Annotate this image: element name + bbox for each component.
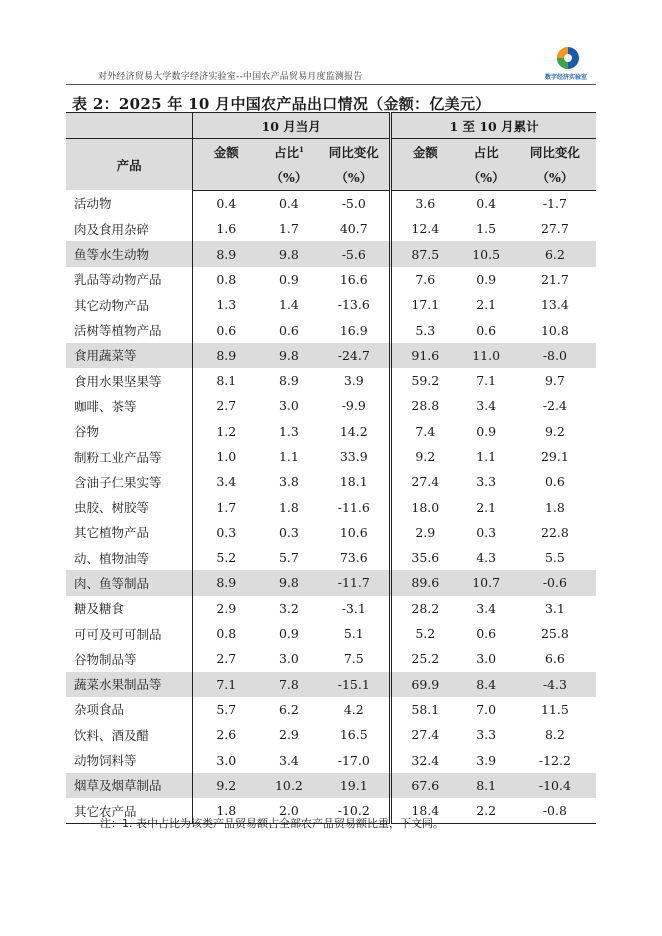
amount-current-cell: 3.4	[193, 469, 260, 494]
product-name: 烟草及烟草制品	[74, 778, 162, 794]
yoy-current-cell: 4.2	[343, 701, 364, 717]
share-current-cell: 3.0	[278, 651, 299, 667]
yoy-cumulative-cell: 6.6	[544, 651, 565, 667]
amount-current-cell: 2.7	[193, 393, 260, 418]
product-name: 鱼等水生动物	[74, 247, 150, 263]
yoy-current-cell: 33.9	[339, 449, 368, 464]
share-cumulative-cell: 3.9	[476, 752, 497, 768]
yoy-cumulative-cell: 0.6	[544, 474, 565, 490]
table-title: 表 2：2025 年 10 月中国农产品出口情况（金额：亿美元）	[72, 95, 491, 113]
product-name: 谷物制品等	[74, 651, 137, 667]
amount-cumulative-cell: 27.4	[391, 469, 459, 494]
yoy-current-cell: 40.7	[339, 221, 368, 237]
table-row	[66, 672, 596, 697]
share-cumulative-cell: 2.1	[476, 499, 497, 515]
header-rule	[66, 84, 596, 85]
table-row	[66, 444, 596, 469]
amount-cumulative-cell: 3.6	[391, 190, 459, 216]
logo-caption: 数字经济实验室	[544, 74, 587, 81]
yoy-cumulative-cell: 29.1	[540, 449, 569, 464]
amount-cumulative-cell: 32.4	[391, 747, 459, 772]
yoy-cumulative-cell: 9.7	[544, 373, 565, 389]
table-row	[66, 216, 596, 241]
share-current-cell: 3.8	[278, 474, 299, 490]
share-current-cell: 0.3	[278, 524, 299, 540]
share-current-cell: 9.8	[278, 575, 299, 591]
product-name: 可可及可可制品	[74, 626, 162, 642]
amount-current-cell: 8.9	[193, 343, 260, 368]
report-header-text: 对外经济贸易大学数字经济实验室--中国农产品贸易月度监测报告	[98, 72, 363, 82]
col-amount-current: 金额	[193, 139, 260, 165]
yoy-current-cell: -11.6	[337, 499, 370, 515]
product-name: 饮料、酒及醋	[74, 727, 150, 743]
share-cumulative-cell: 8.1	[476, 777, 497, 793]
unit-yoy-current: （%）	[318, 165, 390, 191]
amount-current-cell: 2.6	[193, 722, 260, 747]
yoy-cumulative-cell: 3.1	[544, 600, 565, 616]
share-cumulative-cell: 3.4	[476, 398, 497, 414]
product-name: 活动物	[74, 196, 112, 212]
amount-cumulative-cell: 91.6	[391, 343, 459, 368]
table-row	[66, 570, 596, 595]
amount-cumulative-cell: 2.9	[391, 520, 459, 545]
share-current-cell: 0.6	[278, 322, 299, 338]
unit-yoy-cumulative: （%）	[514, 165, 596, 191]
product-name: 动、植物油等	[74, 550, 150, 566]
share-current-cell: 10.2	[274, 777, 303, 793]
share-cumulative-cell: 0.3	[476, 524, 497, 540]
yoy-cumulative-cell: 25.8	[540, 626, 569, 642]
share-current-cell: 1.8	[278, 499, 299, 515]
amount-cumulative-cell: 18.0	[391, 494, 459, 519]
product-name: 乳品等动物产品	[74, 272, 162, 288]
yoy-cumulative-cell: -4.3	[542, 676, 567, 692]
amount-current-cell: 0.8	[193, 267, 260, 292]
share-current-cell: 3.2	[278, 600, 299, 616]
yoy-current-cell: 5.1	[343, 626, 364, 642]
product-name: 其它动物产品	[74, 297, 150, 313]
amount-cumulative-cell: 5.2	[391, 621, 459, 646]
col-amount-cumulative: 金额	[391, 139, 459, 165]
amount-current-cell: 1.8	[193, 798, 260, 824]
share-cumulative-cell: 1.1	[476, 449, 497, 464]
share-cumulative-cell: 2.1	[476, 297, 497, 313]
share-cumulative-cell: 3.4	[476, 600, 497, 616]
share-cumulative-cell: 0.9	[476, 271, 497, 287]
amount-cumulative-cell: 7.4	[391, 419, 459, 444]
export-table	[66, 112, 596, 824]
amount-current-cell: 5.2	[193, 545, 260, 570]
col-product: 产品	[66, 139, 193, 191]
product-name: 虫胶、树胶等	[74, 500, 150, 516]
unit-share-cumulative: （%）	[459, 165, 514, 191]
table-row	[66, 545, 596, 570]
share-cumulative-cell: 3.0	[476, 651, 497, 667]
unit-blank	[193, 165, 260, 191]
amount-cumulative-cell: 35.6	[391, 545, 459, 570]
share-current-cell: 2.9	[278, 727, 299, 743]
table-row	[66, 697, 596, 722]
unit-blank-2	[391, 165, 459, 191]
share-cumulative-cell: 3.3	[476, 727, 497, 743]
yoy-current-cell: -24.7	[337, 347, 370, 363]
product-name: 食用水果坚果等	[74, 373, 162, 389]
amount-current-cell: 1.0	[193, 444, 260, 469]
product-name: 肉、鱼等制品	[74, 575, 150, 591]
share-cumulative-cell: 3.3	[476, 474, 497, 490]
share-current-cell: 1.7	[278, 221, 299, 237]
col-yoy-cumulative: 同比变化	[514, 139, 596, 165]
product-name: 蔬菜水果制品等	[74, 677, 162, 693]
table-row	[66, 292, 596, 317]
amount-cumulative-cell: 27.4	[391, 722, 459, 747]
yoy-cumulative-cell: 21.7	[540, 271, 569, 287]
yoy-cumulative-cell: -1.7	[542, 196, 567, 212]
share-current-cell: 7.8	[278, 676, 299, 692]
product-name: 动物饲料等	[74, 753, 137, 769]
yoy-cumulative-cell: -12.2	[538, 752, 571, 768]
yoy-current-cell: 10.6	[339, 524, 368, 540]
table-row	[66, 596, 596, 621]
amount-current-cell: 1.6	[193, 216, 260, 241]
amount-cumulative-cell: 7.6	[391, 267, 459, 292]
yoy-current-cell: -15.1	[337, 676, 370, 692]
amount-cumulative-cell: 5.3	[391, 317, 459, 342]
share-current-cell: 0.9	[278, 271, 299, 287]
table-row	[66, 190, 596, 216]
product-name: 活树等植物产品	[74, 323, 162, 339]
share-current-cell: 6.2	[278, 701, 299, 717]
table-row	[66, 621, 596, 646]
yoy-current-cell: -17.0	[337, 752, 370, 768]
share-current-cell: 1.3	[278, 423, 299, 439]
amount-current-cell: 2.7	[193, 646, 260, 671]
group-cumulative: 1 至 10 月累计	[391, 113, 596, 139]
amount-cumulative-cell: 59.2	[391, 368, 459, 393]
share-current-cell: 9.8	[278, 246, 299, 262]
share-cumulative-cell: 0.4	[476, 196, 497, 212]
yoy-current-cell: 73.6	[339, 550, 368, 566]
share-cumulative-cell: 0.9	[476, 423, 497, 439]
share-cumulative-cell: 0.6	[476, 626, 497, 642]
amount-cumulative-cell: 28.8	[391, 393, 459, 418]
yoy-cumulative-cell: 6.2	[544, 246, 565, 262]
yoy-current-cell: 18.1	[339, 474, 368, 490]
table-row	[66, 317, 596, 342]
amount-current-cell: 0.6	[193, 317, 260, 342]
share-current-cell: 1.4	[278, 297, 299, 313]
share-cumulative-cell: 7.0	[476, 701, 497, 717]
amount-cumulative-cell: 17.1	[391, 292, 459, 317]
share-cumulative-cell: 11.0	[472, 347, 501, 363]
product-name: 其它植物产品	[74, 525, 150, 541]
product-name: 其它农产品	[66, 798, 193, 824]
amount-current-cell: 1.2	[193, 419, 260, 444]
amount-cumulative-cell: 28.2	[391, 596, 459, 621]
amount-cumulative-cell: 67.6	[391, 773, 459, 798]
yoy-cumulative-cell: 27.7	[540, 221, 569, 237]
yoy-cumulative-cell: -10.4	[538, 777, 571, 793]
page-header	[66, 44, 596, 88]
table-row	[66, 343, 596, 368]
amount-current-cell: 8.9	[193, 241, 260, 266]
table-row	[66, 747, 596, 772]
amount-current-cell: 0.8	[193, 621, 260, 646]
table-row	[66, 393, 596, 418]
yoy-cumulative-cell: 5.5	[544, 550, 565, 566]
amount-current-cell: 3.0	[193, 747, 260, 772]
yoy-current-cell: 16.6	[339, 271, 368, 287]
amount-cumulative-cell: 25.2	[391, 646, 459, 671]
share-cumulative-cell: 7.1	[476, 373, 497, 389]
yoy-current-cell: -10.2	[318, 798, 390, 824]
yoy-current-cell: -13.6	[337, 297, 370, 313]
yoy-cumulative-cell: -8.0	[542, 347, 567, 363]
yoy-current-cell: -3.1	[341, 600, 366, 616]
yoy-cumulative-cell: -0.8	[514, 798, 596, 824]
col-yoy-current: 同比变化	[318, 139, 390, 165]
yoy-cumulative-cell: 8.2	[544, 727, 565, 743]
share-current-cell: 3.0	[278, 398, 299, 414]
product-name: 制粉工业产品等	[74, 449, 162, 465]
share-cumulative-cell: 2.2	[459, 798, 514, 824]
share-current-cell: 5.7	[278, 550, 299, 566]
product-name: 食用蔬菜等	[74, 348, 137, 364]
amount-current-cell: 5.7	[193, 697, 260, 722]
table-row	[66, 520, 596, 545]
product-name: 谷物	[74, 424, 100, 440]
amount-current-cell: 0.4	[193, 190, 260, 216]
amount-current-cell: 1.7	[193, 494, 260, 519]
yoy-current-cell: 16.5	[339, 727, 368, 743]
footnote: 注：1. 表中占比为该类产品贸易额占全部农产品贸易额比重，下文同。	[100, 817, 444, 830]
share-cumulative-cell: 1.5	[476, 221, 497, 237]
amount-current-cell: 0.3	[193, 520, 260, 545]
amount-current-cell: 8.1	[193, 368, 260, 393]
table-row	[66, 368, 596, 393]
amount-current-cell: 2.9	[193, 596, 260, 621]
table-row	[66, 646, 596, 671]
col-share-current: 占比$^1$	[259, 139, 318, 165]
table-row	[66, 469, 596, 494]
yoy-current-cell: -5.0	[341, 196, 366, 212]
yoy-cumulative-cell: 11.5	[540, 701, 569, 717]
group-current-month: 10 月当月	[193, 113, 391, 139]
amount-cumulative-cell: 12.4	[391, 216, 459, 241]
yoy-current-cell: 19.1	[339, 777, 368, 793]
share-cumulative-cell: 0.6	[476, 322, 497, 338]
amount-cumulative-cell: 58.1	[391, 697, 459, 722]
share-cumulative-cell: 10.5	[472, 246, 501, 262]
amount-cumulative-cell: 87.5	[391, 241, 459, 266]
yoy-cumulative-cell: 9.2	[544, 423, 565, 439]
table-row	[66, 722, 596, 747]
amount-current-cell: 8.9	[193, 570, 260, 595]
share-cumulative-cell: 8.4	[476, 676, 497, 692]
share-cumulative-cell: 10.7	[472, 575, 501, 591]
col-share-cumulative: 占比	[459, 139, 514, 165]
share-current-cell: 0.4	[278, 196, 299, 212]
share-current-cell: 1.1	[278, 449, 299, 464]
product-name: 肉及食用杂碎	[74, 221, 150, 237]
yoy-current-cell: -5.6	[341, 246, 366, 262]
yoy-current-cell: -9.9	[341, 398, 366, 414]
yoy-cumulative-cell: 10.8	[540, 322, 569, 338]
table-row	[66, 241, 596, 266]
yoy-current-cell: -11.7	[337, 575, 370, 591]
table-row	[66, 267, 596, 292]
share-current-cell: 3.4	[278, 752, 299, 768]
share-current-cell: 2.0	[259, 798, 318, 824]
share-current-cell: 9.8	[278, 347, 299, 363]
yoy-cumulative-cell: 1.8	[544, 499, 565, 515]
yoy-cumulative-cell: 22.8	[540, 524, 569, 540]
product-name: 杂项食品	[74, 702, 125, 718]
amount-current-cell: 1.3	[193, 292, 260, 317]
table-row	[66, 419, 596, 444]
amount-cumulative-cell: 89.6	[391, 570, 459, 595]
share-cumulative-cell: 4.3	[476, 550, 497, 566]
corner-cell	[66, 113, 193, 139]
yoy-current-cell: 16.9	[339, 322, 368, 338]
yoy-cumulative-cell: -2.4	[542, 398, 567, 414]
amount-cumulative-cell: 18.4	[391, 798, 459, 824]
yoy-cumulative-cell: 13.4	[540, 297, 569, 313]
yoy-current-cell: 14.2	[339, 423, 368, 439]
product-name: 糖及糖食	[74, 601, 125, 617]
table-row	[66, 773, 596, 798]
amount-cumulative-cell: 9.2	[391, 444, 459, 469]
unit-share-current: （%）	[259, 165, 318, 191]
amount-current-cell: 7.1	[193, 672, 260, 697]
product-name: 咖啡、茶等	[74, 398, 137, 414]
amount-cumulative-cell: 69.9	[391, 672, 459, 697]
share-current-cell: 8.9	[278, 373, 299, 389]
yoy-cumulative-cell: -0.6	[542, 575, 567, 591]
yoy-current-cell: 3.9	[343, 373, 364, 389]
product-name: 含油子仁果实等	[74, 474, 162, 490]
amount-current-cell: 9.2	[193, 773, 260, 798]
yoy-current-cell: 7.5	[343, 651, 364, 667]
share-current-cell: 0.9	[278, 626, 299, 642]
table-row	[66, 494, 596, 519]
